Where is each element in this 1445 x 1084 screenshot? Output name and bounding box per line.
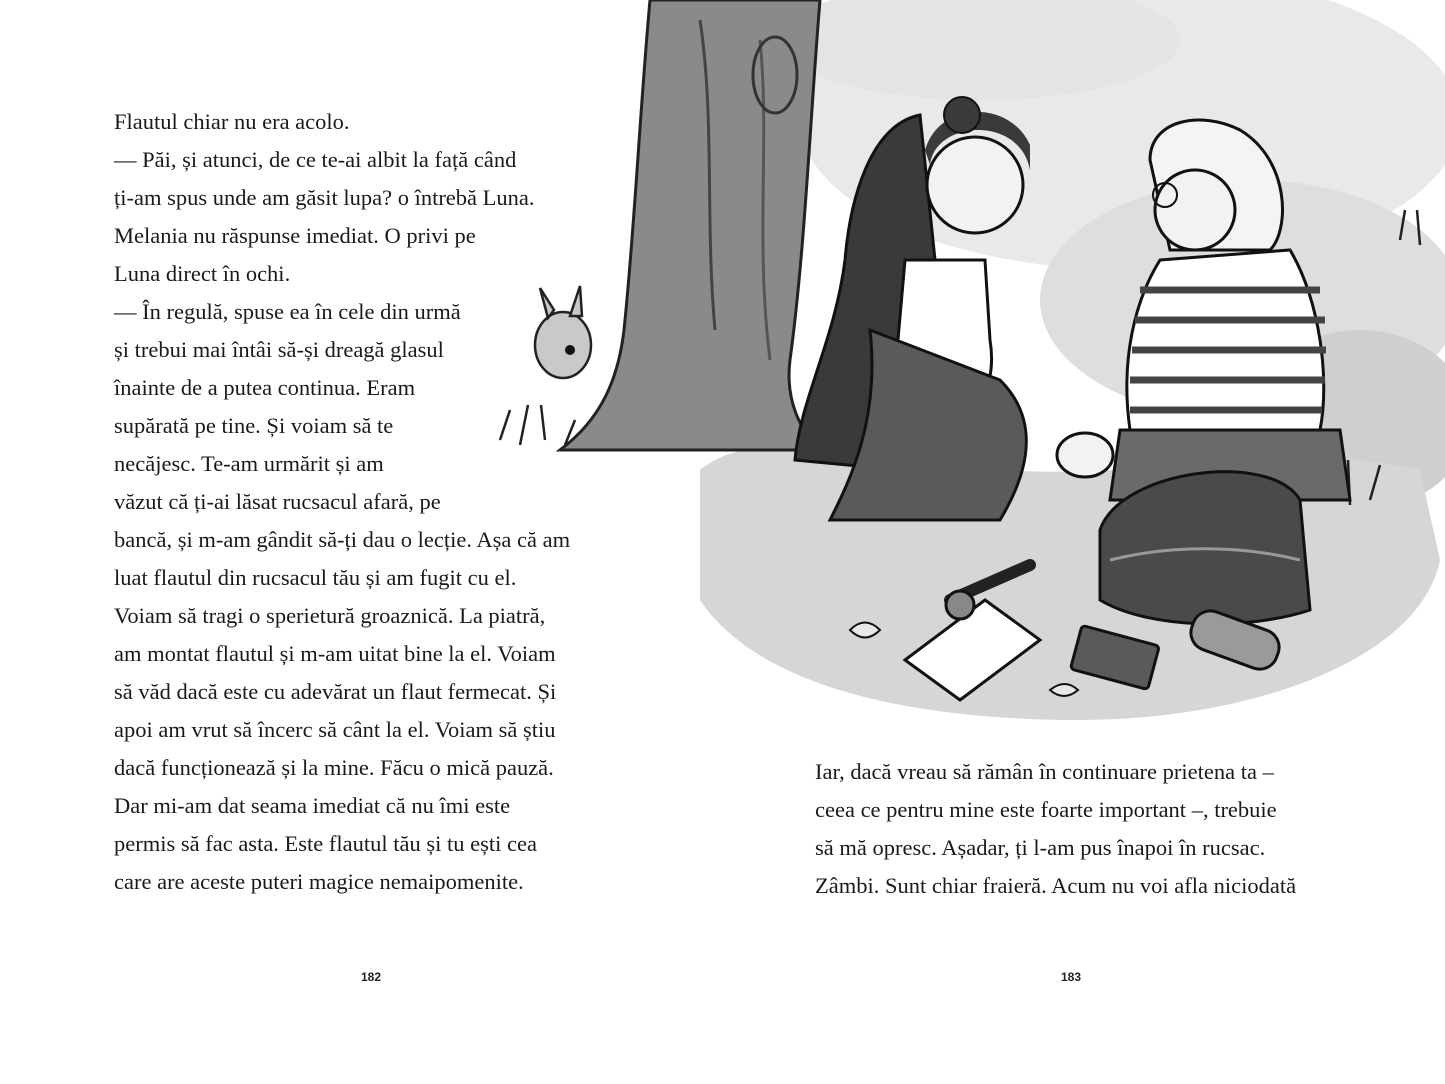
text-line: am montat flautul și m-am uitat bine la el. Voiam xyxy=(114,641,556,666)
left-page-text xyxy=(114,103,570,901)
text-line: dacă funcționează și la mine. Făcu o mică pauză. xyxy=(114,755,554,780)
text-line: și trebui mai întâi să-și dreagă glasul xyxy=(114,337,444,362)
text-line: — Păi, și atunci, de ce te-ai albit la față când xyxy=(114,147,517,172)
text-line: — În regulă, spuse ea în cele din urmă xyxy=(114,299,461,324)
text-line: care are aceste puteri magice nemaipomenite. xyxy=(114,869,524,894)
text-line: permis să fac asta. Este flautul tău și tu ești cea xyxy=(114,831,537,856)
text-line: necăjesc. Te-am urmărit și am xyxy=(114,451,384,476)
text-line: Flautul chiar nu era acolo. xyxy=(114,109,350,134)
holding-hands xyxy=(1057,433,1113,477)
text-line: ceea ce pentru mine este foarte important –, trebuie xyxy=(815,797,1277,822)
text-line: să mă opresc. Așadar, ți l-am pus înapoi în rucsac. xyxy=(815,835,1266,860)
text-line: Melania nu răspunse imediat. O privi pe xyxy=(114,223,476,248)
text-line: Iar, dacă vreau să rămân în continuare prietena ta – xyxy=(815,759,1274,784)
text-line: Zâmbi. Sunt chiar fraieră. Acum nu voi afla niciodată xyxy=(815,873,1297,898)
text-line: înainte de a putea continua. Eram xyxy=(114,375,416,400)
text-line: luat flautul din rucsacul tău și am fugit cu el. xyxy=(114,565,517,590)
text-line: văzut că ți-ai lăsat rucsacul afară, pe xyxy=(114,489,441,514)
text-line: Voiam să tragi o sperietură groaznică. La piatră, xyxy=(114,603,546,628)
page-number-right: 183 xyxy=(1061,970,1082,984)
tree-trunk xyxy=(560,0,820,450)
backpack xyxy=(1100,472,1310,624)
text-line: supărată pe tine. Și voiam să te xyxy=(114,413,394,438)
text-line: bancă, și m-am gândit să-ți dau o lecție. Așa că am xyxy=(114,527,571,552)
text-line: să văd dacă este cu adevărat un flaut fermecat. Și xyxy=(114,679,557,704)
text-line: Dar mi-am dat seama imediat că nu îmi este xyxy=(114,793,511,818)
page-number-left: 182 xyxy=(361,970,382,984)
text-line: apoi am vrut să încerc să cânt la el. Voiam să știu xyxy=(114,717,556,742)
text-line: ți-am spus unde am găsit lupa? o întrebă Luna. xyxy=(114,185,535,210)
right-page-text xyxy=(815,753,1296,905)
text-line: Luna direct în ochi. xyxy=(114,261,291,286)
